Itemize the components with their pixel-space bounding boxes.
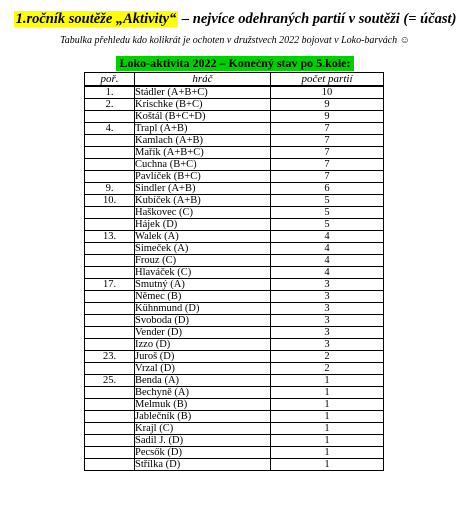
rank-cell (85, 387, 135, 399)
player-cell: Vender (D) (135, 327, 271, 339)
player-cell: Kubíček (A+B) (135, 195, 271, 207)
player-cell: Walek (A) (135, 231, 271, 243)
rank-cell (85, 267, 135, 279)
player-cell: Juroš (D) (135, 351, 271, 363)
subtitle: Tabulka přehledu kdo kolikrát je ochoten v družstvech 2022 bojovat v Loko-barvách ☺ (60, 35, 410, 46)
player-cell: Izzo (D) (135, 339, 271, 351)
page-title (14, 9, 457, 29)
player-cell: Krischke (B+C) (135, 99, 271, 111)
count-cell: 7 (271, 159, 384, 171)
player-cell: Haškovec (C) (135, 207, 271, 219)
count-cell: 4 (271, 243, 384, 255)
count-cell: 3 (271, 315, 384, 327)
table-row (85, 459, 384, 471)
rank-cell (85, 219, 135, 231)
count-cell: 1 (271, 435, 384, 447)
table-row (85, 183, 384, 195)
rank-cell (85, 411, 135, 423)
table-row (85, 86, 384, 99)
rank-cell (85, 303, 135, 315)
table-row (85, 99, 384, 111)
table-row (85, 255, 384, 267)
rank-cell (85, 291, 135, 303)
table-row (85, 363, 384, 375)
count-cell: 3 (271, 327, 384, 339)
count-cell: 1 (271, 411, 384, 423)
count-cell: 5 (271, 195, 384, 207)
rank-cell (85, 339, 135, 351)
rank-cell: 23. (85, 351, 135, 363)
rank-cell: 13. (85, 231, 135, 243)
player-cell: Vrzal (D) (135, 363, 271, 375)
table-row (85, 315, 384, 327)
count-cell: 5 (271, 219, 384, 231)
rank-cell (85, 315, 135, 327)
table-row (85, 243, 384, 255)
table-row (85, 171, 384, 183)
rank-cell: 4. (85, 123, 135, 135)
rank-cell: 17. (85, 279, 135, 291)
table-body (85, 86, 384, 471)
table-row (85, 147, 384, 159)
count-cell: 3 (271, 291, 384, 303)
count-cell: 9 (271, 99, 384, 111)
count-cell: 2 (271, 363, 384, 375)
count-cell: 3 (271, 339, 384, 351)
rank-cell (85, 399, 135, 411)
player-cell: Pavlíček (B+C) (135, 171, 271, 183)
player-cell: Pecsők (D) (135, 447, 271, 459)
player-cell: Simeček (A) (135, 243, 271, 255)
player-cell: Kühnmund (D) (135, 303, 271, 315)
count-cell: 1 (271, 447, 384, 459)
table-row (85, 423, 384, 435)
player-cell: Trapl (A+B) (135, 123, 271, 135)
rank-cell (85, 327, 135, 339)
table-row (85, 279, 384, 291)
player-cell: Koštál (B+C+D) (135, 111, 271, 123)
player-cell: Jablečník (B) (135, 411, 271, 423)
title-highlight: 1.ročník soutěže „Aktivity“ (15, 11, 177, 27)
rank-cell (85, 147, 135, 159)
player-cell: Sadil J. (D) (135, 435, 271, 447)
rank-cell (85, 255, 135, 267)
count-cell: 7 (271, 147, 384, 159)
section-heading: Loko-aktivita 2022 – Konečný stav po 5.kole: (116, 56, 353, 71)
count-cell: 4 (271, 267, 384, 279)
rank-cell (85, 135, 135, 147)
player-cell: Mařík (A+B+C) (135, 147, 271, 159)
table-row (85, 123, 384, 135)
rank-cell (85, 423, 135, 435)
table-row (85, 195, 384, 207)
player-cell: Němec (B) (135, 291, 271, 303)
table-row (85, 303, 384, 315)
player-cell: Kamlach (A+B) (135, 135, 271, 147)
results-table (84, 72, 384, 471)
count-cell: 1 (271, 399, 384, 411)
section-heading-bar (0, 54, 470, 72)
count-cell: 7 (271, 123, 384, 135)
player-cell: Frouz (C) (135, 255, 271, 267)
table-row (85, 231, 384, 243)
rank-cell: 10. (85, 195, 135, 207)
rank-cell (85, 435, 135, 447)
count-cell: 3 (271, 279, 384, 291)
count-cell: 9 (271, 111, 384, 123)
count-cell: 1 (271, 423, 384, 435)
column-header-rank: poř. (85, 73, 135, 87)
rank-cell: 2. (85, 99, 135, 111)
count-cell: 2 (271, 351, 384, 363)
count-cell: 4 (271, 231, 384, 243)
player-cell: Smutný (A) (135, 279, 271, 291)
table-row (85, 111, 384, 123)
table-row (85, 411, 384, 423)
rank-cell (85, 207, 135, 219)
count-cell: 5 (271, 207, 384, 219)
count-cell: 6 (271, 183, 384, 195)
table-row (85, 219, 384, 231)
table-row (85, 267, 384, 279)
table-row (85, 387, 384, 399)
table-row (85, 351, 384, 363)
table-row (85, 291, 384, 303)
player-cell: Melmuk (B) (135, 399, 271, 411)
player-cell: Střílka (D) (135, 459, 271, 471)
table-row (85, 339, 384, 351)
table-header-row (85, 73, 384, 87)
player-cell: Hlaváček (C) (135, 267, 271, 279)
count-cell: 3 (271, 303, 384, 315)
table-row (85, 399, 384, 411)
rank-cell (85, 171, 135, 183)
count-cell: 1 (271, 387, 384, 399)
player-cell: Hájek (D) (135, 219, 271, 231)
table-row (85, 327, 384, 339)
count-cell: 1 (271, 459, 384, 471)
rank-cell: 9. (85, 183, 135, 195)
table-row (85, 159, 384, 171)
count-cell: 10 (271, 86, 384, 99)
count-cell: 7 (271, 135, 384, 147)
rank-cell (85, 159, 135, 171)
count-cell: 4 (271, 255, 384, 267)
rank-cell (85, 111, 135, 123)
player-cell: Benda (A) (135, 375, 271, 387)
rank-cell (85, 459, 135, 471)
player-cell: Cuchna (B+C) (135, 159, 271, 171)
table-row (85, 447, 384, 459)
title-bar (0, 9, 470, 31)
column-header-count: počet partií (271, 73, 384, 87)
count-cell: 1 (271, 375, 384, 387)
table-row (85, 375, 384, 387)
table-row (85, 135, 384, 147)
table-row (85, 435, 384, 447)
rank-cell (85, 363, 135, 375)
rank-cell (85, 447, 135, 459)
table-row (85, 207, 384, 219)
player-cell: Stádler (A+B+C) (135, 86, 271, 99)
column-header-player: hráč (135, 73, 271, 87)
rank-cell: 1. (85, 86, 135, 99)
player-cell: Bechyně (A) (135, 387, 271, 399)
count-cell: 7 (271, 171, 384, 183)
player-cell: Krajl (C) (135, 423, 271, 435)
rank-cell: 25. (85, 375, 135, 387)
title-rest: – nejvíce odehraných partií v soutěži (= účast) (178, 11, 457, 27)
player-cell: Svoboda (D) (135, 315, 271, 327)
player-cell: Sindler (A+B) (135, 183, 271, 195)
rank-cell (85, 243, 135, 255)
